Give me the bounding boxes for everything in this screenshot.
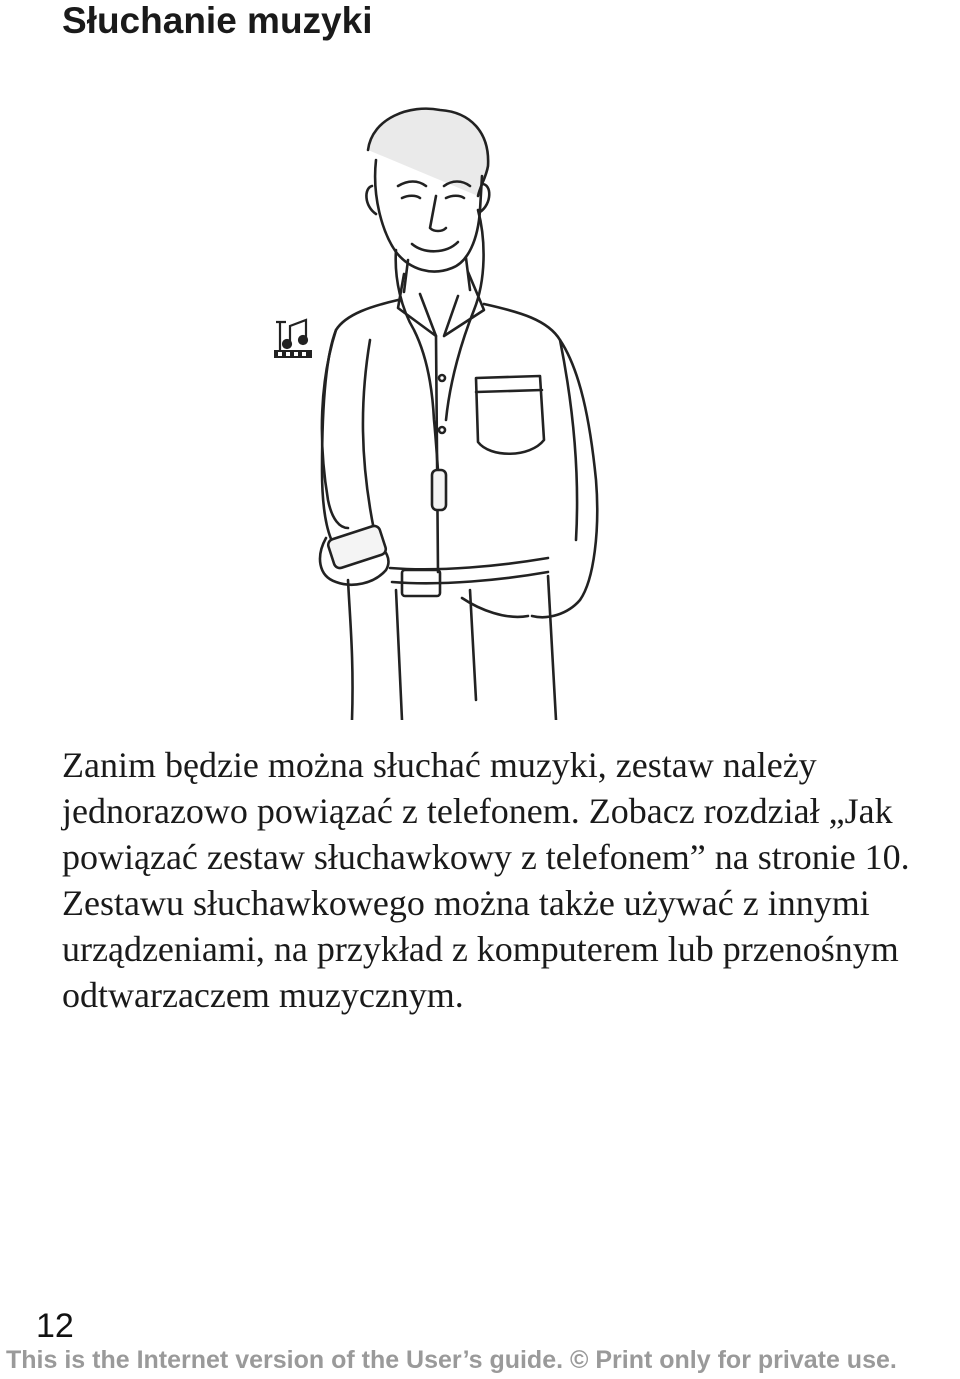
page-number: 12 — [36, 1307, 74, 1345]
music-note-film-icon — [274, 320, 312, 358]
body-paragraph: Zanim będzie można słuchać muzyki, zestaw należy jednorazowo powiązać z telefonem. Zobacz rozdział „Jak powiązać zestaw słuchawkowy z telefonem” na stronie 10. Zestawu słuchawkowego można także używać z innymi urządzeniami, na przykład z komputerem lub przenośnym odtwarzaczem muzycznym. — [62, 745, 910, 1015]
footer-note: This is the Internet version of the User’s guide. © Print only for private use. — [6, 1346, 897, 1374]
page-title: Słuchanie muzyki — [62, 0, 373, 41]
